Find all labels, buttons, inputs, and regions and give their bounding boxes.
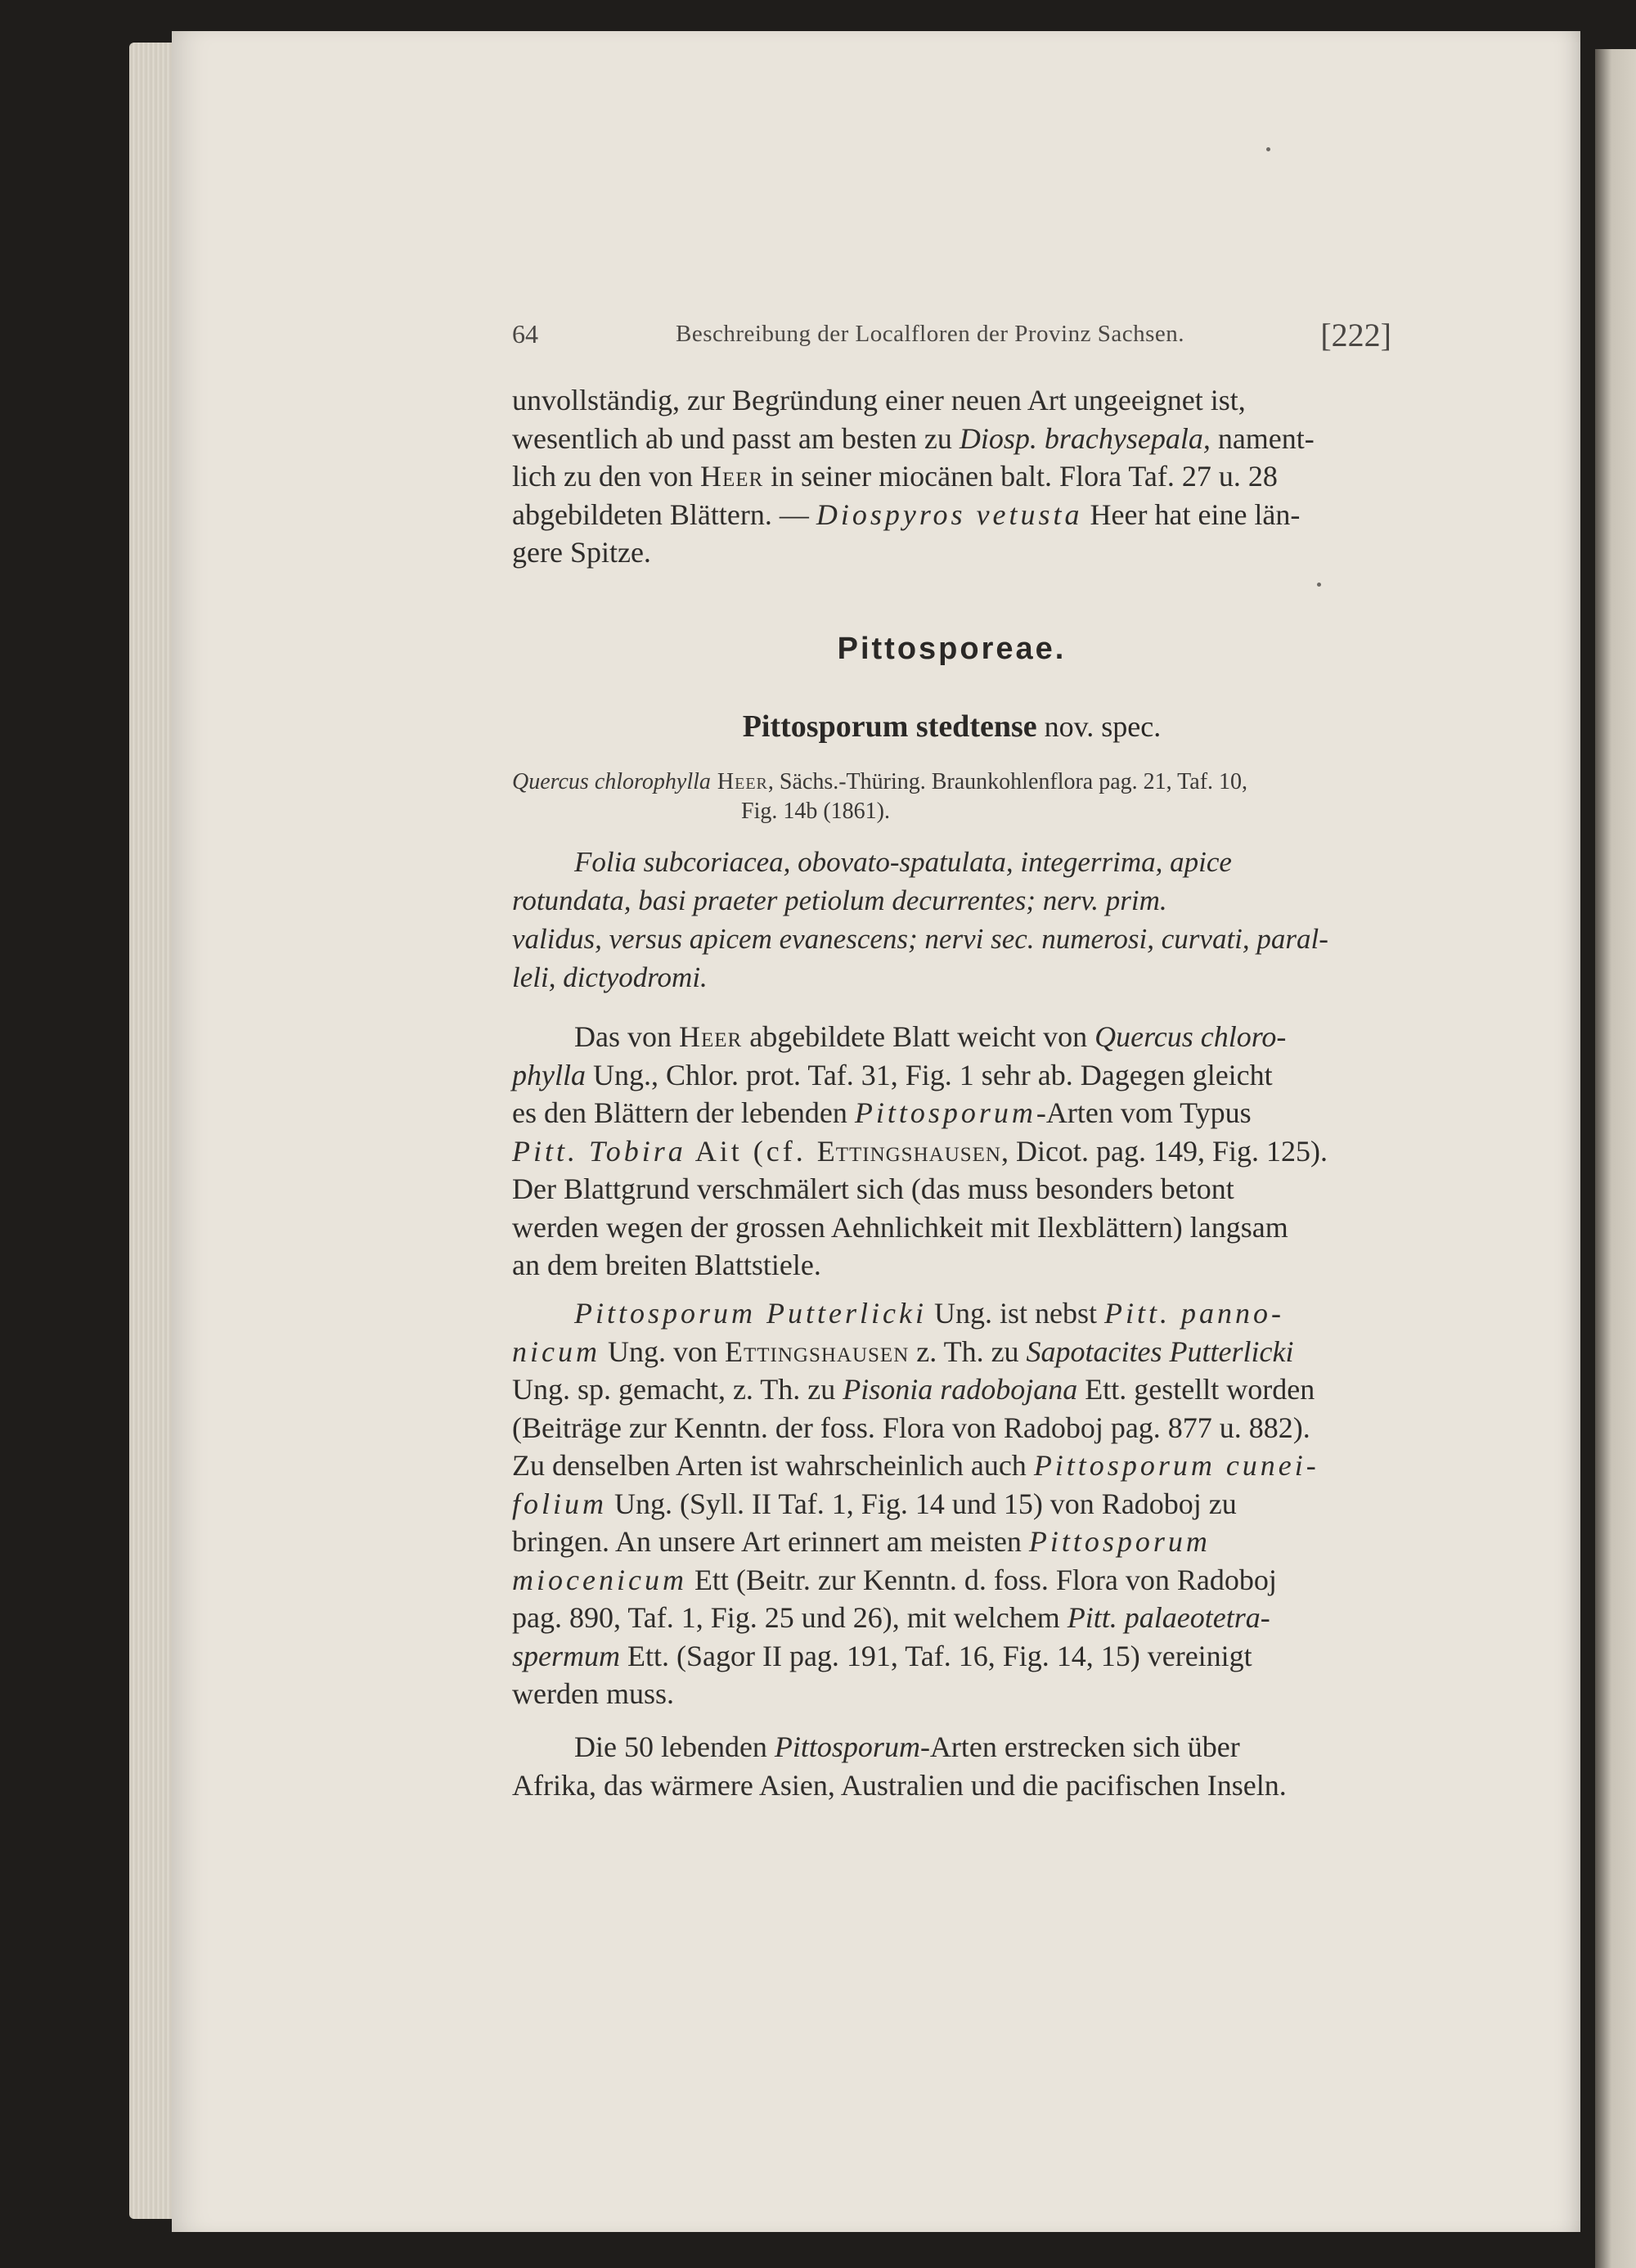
species-heading (512, 709, 1391, 745)
text-line: lich zu den von Heer in seiner miocänen balt. Flora Taf. 27 u. 28 (512, 460, 1278, 493)
paragraph-1 (512, 1018, 1391, 1285)
intro-paragraph (512, 381, 1391, 572)
page-number: 64 (512, 319, 538, 349)
running-title: Beschreibung der Localfloren der Provinz Sachsen. (676, 321, 1185, 347)
text-line: (Beiträge zur Kenntn. der foss. Flora von Radoboj pag. 877 u. 882). (512, 1411, 1310, 1444)
diagnosis-line: rotundata, basi praeter petiolum decurrentes; nerv. prim. (512, 884, 1167, 916)
text-line: pag. 890, Taf. 1, Fig. 25 und 26), mit welchem Pitt. palaeotetra- (512, 1601, 1270, 1634)
facing-page-edge (1595, 49, 1636, 2268)
text-line: unvollständig, zur Begründung einer neuen Art ungeeignet ist, (512, 384, 1246, 416)
text-line: bringen. An unsere Art erinnert am meisten Pittosporum (512, 1525, 1211, 1558)
text-line: werden muss. (512, 1677, 674, 1710)
text-line: phylla Ung., Chlor. prot. Taf. 31, Fig. 1 sehr ab. Dagegen gleicht (512, 1058, 1273, 1091)
text-line: Pitt. Tobira Ait (cf. Ettingshausen, Dicot. pag. 149, Fig. 125). (512, 1134, 1328, 1168)
text-line: Der Blattgrund verschmälert sich (das muss besonders betont (512, 1172, 1234, 1205)
text-line: Afrika, das wärmere Asien, Australien und die pacifischen Inseln. (512, 1768, 1287, 1802)
paper-speck (1317, 583, 1321, 587)
species-suffix: nov. spec. (1036, 710, 1162, 743)
text-line: Ung. sp. gemacht, z. Th. zu Pisonia radobojana Ett. gestellt worden (512, 1373, 1315, 1406)
text-line: werden wegen der grossen Aehnlichkeit mit Ilexblättern) langsam (512, 1210, 1288, 1244)
bracket-page-number: [222] (1320, 317, 1391, 353)
latin-diagnosis (512, 843, 1391, 997)
text-line: Pittosporum Putterlicki Ung. ist nebst Pitt. panno- (574, 1297, 1284, 1330)
species-name: Pittosporum stedtense (742, 709, 1037, 744)
diagnosis-line: Folia subcoriacea, obovato-spatulata, integerrima, apice (574, 846, 1232, 878)
text-line: Die 50 lebenden Pittosporum-Arten erstrecken sich über (574, 1730, 1240, 1763)
page-stack-edges (129, 43, 178, 2219)
text-line: miocenicum Ett (Beitr. zur Kenntn. d. foss. Flora von Radoboj (512, 1563, 1277, 1596)
text-line: abgebildeten Blättern. — Diospyros vetusta Heer hat eine län- (512, 497, 1301, 531)
text-line: Zu denselben Arten ist wahrscheinlich auch Pittosporum cunei- (512, 1449, 1319, 1482)
text-line: Das von Heer abgebildete Blatt weicht von Quercus chloro- (574, 1020, 1287, 1053)
text-line: folium Ung. (Syll. II Taf. 1, Fig. 14 und 15) von Radoboj zu (512, 1487, 1237, 1520)
running-head (512, 319, 1391, 360)
text-line: wesentlich ab und passt am besten zu Diosp. brachysepala, nament- (512, 421, 1315, 455)
synonym-citation: Quercus chlorophylla Heer, Sächs.-Thüring. Braunkohlenflora pag. 21, Taf. 10, Fig. 14b (1861). (512, 769, 1248, 824)
diagnosis-line: validus, versus apicem evanescens; nervi sec. numerosi, curvati, paral- (512, 923, 1328, 955)
diagnosis-line: leli, dictyodromi. (512, 961, 708, 993)
section-heading: Pittosporeae. (837, 632, 1067, 666)
text-line: nicum Ung. von Ettingshausen z. Th. zu Sapotacites Putterlicki (512, 1334, 1294, 1368)
text-line: gere Spitze. (512, 536, 651, 569)
paragraph-2 (512, 1294, 1391, 1713)
text-line: an dem breiten Blattstiele. (512, 1249, 821, 1281)
text-line: es den Blättern der lebenden Pittosporum-Arten vom Typus (512, 1096, 1252, 1129)
text-line: spermum Ett. (Sagor II pag. 191, Taf. 16, Fig. 14, 15) vereinigt (512, 1639, 1252, 1672)
paragraph-3 (512, 1728, 1391, 1804)
paper-speck (1266, 147, 1270, 151)
